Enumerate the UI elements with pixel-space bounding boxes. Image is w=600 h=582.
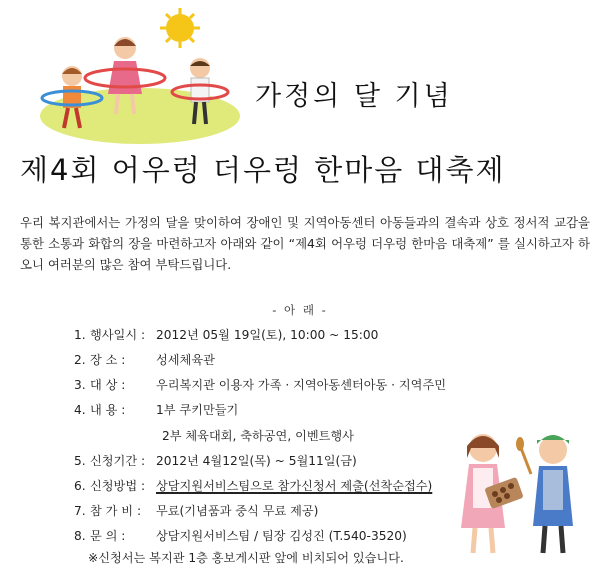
detail-value: 상담지원서비스팀 / 팀장 김성진 (T.540-3520) [156, 529, 407, 543]
detail-row-fee: 7. 참 가 비 : 무료(기념품과 중식 무료 제공) [74, 504, 319, 518]
detail-value: 우리복지관 이용자 가족 · 지역아동센터아동 · 지역주민 [156, 378, 447, 392]
detail-row-content-part2 [162, 427, 354, 444]
detail-value: 2012년 05월 19일(토), 10:00 ~ 15:00 [156, 328, 379, 342]
detail-row-venue: 2. 장 소 : 성세체육관 [74, 353, 215, 367]
kids-baking-illustration [445, 418, 595, 568]
detail-value: 1부 쿠키만들기 [156, 403, 239, 417]
detail-value: 성세체육관 [156, 353, 215, 367]
intro-paragraph: 우리 복지관에서는 가정의 달을 맞이하여 장애인 및 지역아동센터 아동들과의 결속과 상호 정서적 교감을 통한 소통과 화합의 장을 마련하고자 아래와 같이 “제4회 어우렁 더우렁 한마음 대축제” 를 실시하고자 하오니 여러분의 많은 참여 부탁드립니다. [20, 215, 590, 272]
family-illustration [30, 6, 245, 146]
detail-row-period: 5. 신청기간 : 2012년 4월12일(목) ~ 5월11일(금) [74, 454, 357, 468]
footnote: ※신청서는 복지관 1층 홍보게시판 앞에 비치되어 있습니다. [88, 551, 404, 565]
detail-row-contact: 8. 문 의 : 상담지원서비스팀 / 팀장 김성진 (T.540-3520) [74, 529, 407, 543]
event-title: 제4회 어우렁 더우렁 한마음 대축제 [20, 153, 506, 187]
detail-row-date: 1. 행사일시 : 2012년 05월 19일(토), 10:00 ~ 15:00 [74, 328, 379, 342]
detail-value: 2012년 4월12일(목) ~ 5월11일(금) [156, 454, 357, 468]
sun-icon [160, 8, 200, 48]
detail-row-content: 4. 내 용 : 1부 쿠키만들기 [74, 403, 239, 417]
detail-row-method: 6. 신청방법 : 상담지원서비스팀으로 참가신청서 제출(선착순접수) [74, 479, 433, 493]
detail-value: 2부 체육대회, 축하공연, 이벤트행사 [162, 429, 354, 443]
detail-row-target: 3. 대 상 : 우리복지관 이용자 가족 · 지역아동센터아동 · 지역주민 [74, 378, 447, 392]
notice-heading: - 아 래 - [272, 303, 328, 317]
event-subtitle: 가정의 달 기념 [255, 81, 453, 112]
detail-value: 무료(기념품과 중식 무료 제공) [156, 504, 319, 518]
boy-chef-figure [516, 435, 573, 553]
detail-value: 상담지원서비스팀으로 참가신청서 제출(선착순접수) [156, 479, 433, 493]
